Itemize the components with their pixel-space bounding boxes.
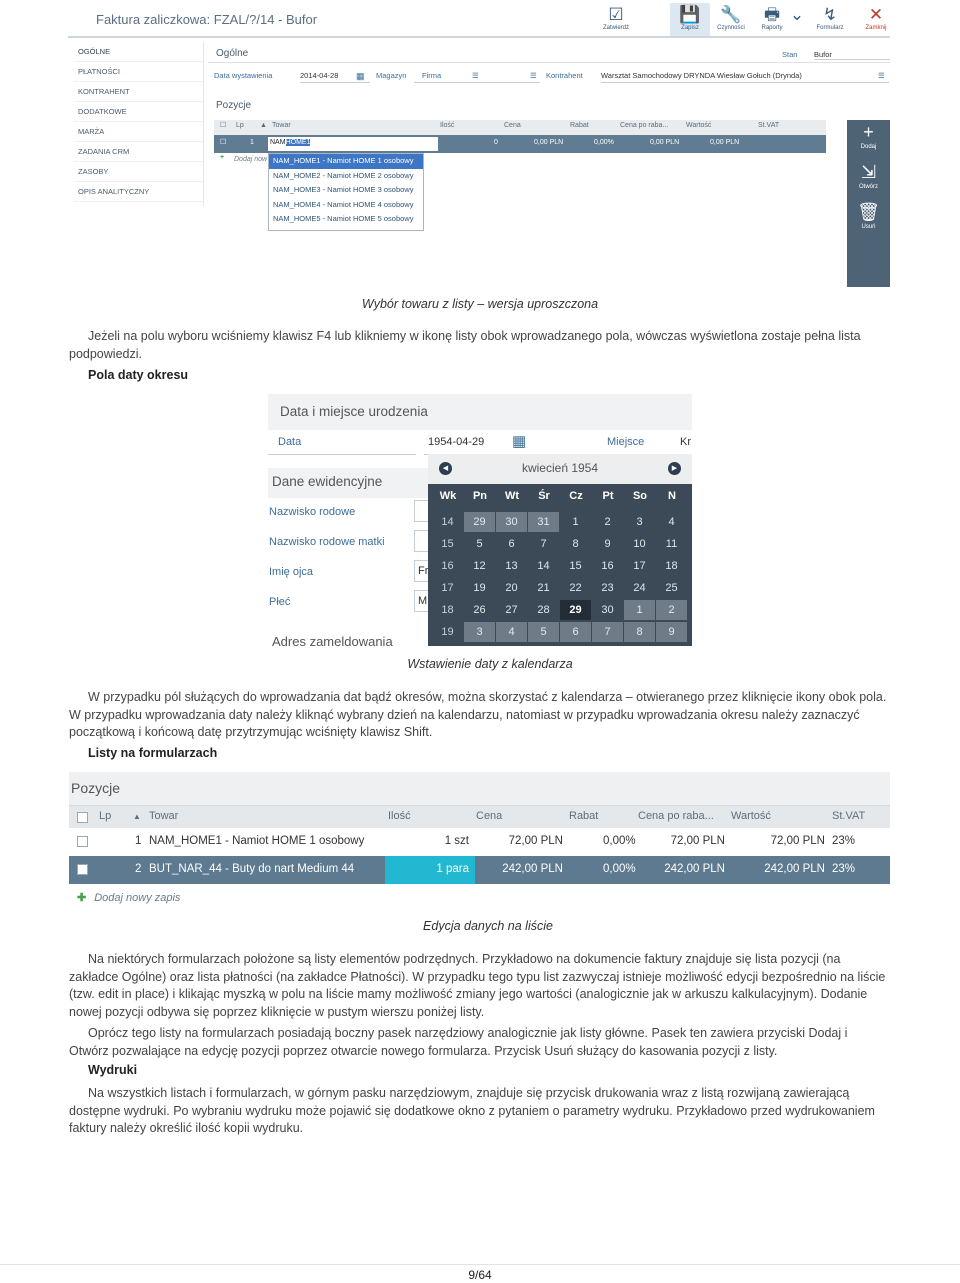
section-heading: Listy na formularzach	[88, 746, 218, 760]
column-header[interactable]: Cena	[504, 122, 521, 129]
cell-price[interactable]: 72,00 PLN	[508, 835, 563, 847]
section-title-general: Ogólne	[216, 48, 249, 59]
printer-icon: 🖶	[763, 5, 781, 24]
select-all-checkbox[interactable]	[77, 812, 88, 823]
column-header[interactable]: Towar	[272, 122, 291, 129]
calendar-day[interactable]: 31	[528, 512, 559, 532]
cell-vat[interactable]: 23%	[832, 863, 856, 875]
week-number: 14	[441, 516, 454, 528]
calendar-day[interactable]: 19	[473, 582, 486, 594]
wrench-icon: 🔧	[720, 5, 742, 24]
calendar-icon[interactable]: ▦	[512, 433, 527, 450]
product-input[interactable]: NAMHOME1	[268, 137, 438, 151]
cell-discount[interactable]: 0,00%	[603, 863, 636, 875]
delete-button[interactable]: 🗑 Usuń	[847, 200, 890, 240]
chevron-down-icon: ⌄	[789, 5, 805, 24]
add-row[interactable]: + Dodaj now	[220, 154, 268, 163]
section-title: Data i miejsce urodzenia	[280, 404, 428, 419]
calendar-day[interactable]: 6	[508, 538, 515, 550]
calendar-day[interactable]: 4	[496, 622, 527, 642]
grid-header	[214, 120, 826, 135]
cell-quantity[interactable]: 1 para	[436, 863, 469, 875]
company-field[interactable]	[448, 69, 540, 83]
warehouse-label: Magazyn	[376, 71, 407, 80]
contractor-label: Kontrahent	[546, 71, 583, 80]
list-item[interactable]: NAM_HOME2 - Namiot HOME 2 osobowy	[273, 170, 414, 180]
window-title: Faktura zaliczkowa: FZAL/?/14 - Bufor	[96, 12, 318, 27]
calendar-day[interactable]: 3	[464, 622, 495, 642]
field-underline	[268, 454, 416, 455]
field-label: Nazwisko rodowe	[269, 506, 356, 518]
calendar-day[interactable]: 15	[569, 560, 582, 572]
list-icon[interactable]: ☰	[530, 71, 537, 80]
calendar-day[interactable]: 24	[633, 582, 646, 594]
row-checkbox[interactable]	[77, 836, 88, 847]
reports-button[interactable]: 🖶 Raporty	[752, 3, 792, 37]
close-icon: ✕	[868, 5, 884, 24]
row-checkbox[interactable]	[77, 864, 88, 875]
cell-price-after[interactable]: 72,00 PLN	[670, 835, 725, 847]
calendar-day[interactable]: 18	[665, 560, 678, 572]
calendar-day[interactable]: 11	[665, 538, 678, 550]
autocomplete-dropdown	[268, 153, 424, 231]
calendar-day[interactable]: 14	[537, 560, 550, 572]
field-label: Płeć	[269, 596, 291, 608]
week-number: 15	[441, 538, 454, 550]
company-label: Firma	[422, 71, 442, 80]
week-number: 18	[441, 604, 454, 616]
caption: Wybór towaru z listy – wersja uproszczona	[361, 297, 599, 311]
paragraph: Jeżeli na polu wyboru wciśniemy klawisz F4 lub klikniemy w ikonę listy obok wprowadzanego pola, wówczas wyświetlona zostaje pełna lista podpowiedzi.	[69, 329, 861, 361]
week-number: 16	[441, 560, 454, 572]
calendar-day[interactable]: 9	[604, 538, 611, 550]
column-header[interactable]: Wartość	[731, 810, 771, 822]
plus-icon: +	[863, 122, 874, 142]
list-icon[interactable]: ☰	[472, 71, 479, 80]
cell-price[interactable]: 242,00 PLN	[502, 863, 563, 875]
calendar-day[interactable]: 9	[656, 622, 687, 642]
calendar-day[interactable]: 26	[473, 604, 486, 616]
weekday-header: Śr	[538, 490, 550, 502]
date-field[interactable]: 1954-04-29	[428, 436, 485, 448]
list-item[interactable]: NAM_HOME3 - Namiot HOME 3 osobowy	[273, 185, 414, 195]
field-label: Imię ojca	[269, 566, 314, 578]
calendar-day[interactable]: 23	[601, 582, 614, 594]
section-title-positions: Pozycje	[216, 100, 252, 111]
list-item[interactable]: NAM_HOME1 - Namiot HOME 1 osobowy	[269, 154, 423, 169]
section-header-bg	[69, 772, 890, 805]
calendar-popup	[428, 454, 692, 646]
section-heading: Pola daty okresu	[88, 368, 189, 382]
form-icon: ↯	[822, 5, 838, 24]
place-field[interactable]: Kr	[680, 436, 691, 448]
caption: Wstawienie daty z kalendarza	[407, 657, 573, 671]
screenshot-positions-list	[69, 772, 890, 909]
list-item[interactable]: NAM_HOME5 - Namiot HOME 5 osobowy	[273, 214, 414, 224]
nav-item-kontrahent[interactable]: KONTRAHENT	[74, 82, 203, 102]
table-row[interactable]: ☐ 1 NAMHOME1 0 0,00 PLN 0,00% 0,00 PLN 0,00 PLN	[214, 135, 826, 153]
prev-month-icon[interactable]: ◀	[439, 462, 452, 475]
nav-item-opis-analityczny[interactable]: OPIS ANALITYCZNY	[74, 182, 203, 202]
date-label: Data	[278, 436, 302, 448]
calendar-day[interactable]: 20	[505, 582, 518, 594]
page-number: 9/64	[468, 1268, 492, 1282]
nav-item-zasoby[interactable]: ZASOBY	[74, 162, 203, 182]
cell-lp: 1	[135, 835, 142, 847]
text-field[interactable]	[414, 530, 428, 552]
calendar-month: kwiecień 1954	[521, 461, 599, 475]
week-number: 19	[441, 626, 454, 638]
column-header[interactable]: Cena po raba...	[620, 122, 669, 129]
cell-vat[interactable]: 23%	[832, 835, 856, 847]
calendar-day[interactable]: 27	[505, 604, 518, 616]
column-header[interactable]: Ilość	[388, 810, 411, 822]
contractor-field[interactable]: Warsztat Samochodowy DRYNDA Wiesław Gołuch (Drynda)	[601, 69, 889, 83]
cell-price-after[interactable]: 242,00 PLN	[664, 863, 725, 875]
calendar-day[interactable]: 2	[656, 600, 687, 620]
caption: Edycja danych na liście	[423, 919, 553, 933]
paragraph: Na wszystkich listach i formularzach, w górnym pasku narzędziowym, znajduje się przycisk drukowania wraz z listą rozwijaną zawierającą dostępne wydruki. Po wybraniu wydruku może pojawić się dodatkowe okno z pytaniem o parametry wydruku. Przykładowo przed wydrukowaniem faktury należy określić ilość kopii wydruku.	[69, 1086, 875, 1135]
column-header[interactable]: Ilość	[440, 122, 455, 129]
checkbox-icon[interactable]: ☐	[220, 122, 227, 129]
calendar-day[interactable]: 1	[624, 600, 655, 620]
weekday-header: Pn	[472, 490, 488, 502]
status-label: Stan	[782, 50, 798, 59]
next-month-icon[interactable]: ▶	[668, 462, 681, 475]
calendar-day[interactable]: 16	[601, 560, 614, 572]
paragraph: Na niektórych formularzach położone są listy elementów podrzędnych. Przykładowo na dokumencie faktury znajduje się lista pozycji (na zakładce Ogólne) oraz lista płatności (na zakładce Płatności). W przypadku tego typu list zazwyczaj istnieje możliwość edycji bezpośrednio na liście (tzw. edit in place) i klikając myszką w polu na liście mamy możliwość zmiany jego wartości (analogicznie jak w arkuszu kalkulacyjnym). Dodanie nowej pozycji odbywa się poprzez kliknięcie w pustym wierszu poniżej listy.	[69, 952, 886, 1019]
calendar-day[interactable]: 13	[505, 560, 518, 572]
column-header[interactable]: Cena po raba...	[638, 810, 714, 822]
weekday-header: So	[632, 490, 648, 502]
save-button[interactable]: 💾 Zapisz	[670, 3, 710, 37]
calendar-day[interactable]: 2	[604, 516, 611, 528]
section-title: Adres zameldowania	[272, 634, 393, 646]
calendar-day[interactable]: 10	[633, 538, 646, 550]
footer-divider	[0, 1264, 960, 1265]
calendar-day[interactable]: 28	[537, 604, 550, 616]
calendar-day[interactable]: 8	[624, 622, 655, 642]
weekday-header: Pt	[602, 490, 614, 502]
nav-item-marza[interactable]: MARŻA	[74, 122, 203, 142]
calendar-day[interactable]: 12	[473, 560, 486, 572]
close-button[interactable]: ✕ Zamknij	[856, 3, 890, 37]
issue-date-label: Data wystawienia	[214, 71, 273, 80]
section-nav	[74, 42, 204, 206]
plus-icon: ✚	[77, 892, 87, 904]
open-button[interactable]: ⇲ Otwórz	[847, 160, 890, 200]
checkbox-icon[interactable]: ☐	[220, 139, 227, 146]
nav-item-zadania-crm[interactable]: ZADANIA CRM	[74, 142, 203, 162]
cell-lp: 2	[135, 863, 142, 875]
calendar-day[interactable]: 21	[537, 582, 550, 594]
weekday-header: Cz	[569, 490, 583, 502]
column-header[interactable]: Wartość	[686, 122, 712, 129]
screenshot-invoice-form	[68, 0, 890, 287]
approve-button[interactable]: ☑ Zatwierdź	[596, 3, 636, 37]
calendar-day[interactable]: 3	[636, 516, 643, 528]
save-icon: 💾	[679, 5, 701, 24]
text-field[interactable]: Fr	[414, 560, 428, 582]
cell-product[interactable]: BUT_NAR_44 - Buty do nart Medium 44	[149, 863, 355, 875]
calendar-icon[interactable]: ▦	[356, 71, 365, 81]
add-new-record[interactable]: ✚ Dodaj nowy zapis	[77, 892, 181, 904]
sort-icon: ▲	[133, 812, 141, 821]
section-title: Pozycje	[71, 780, 121, 796]
issue-date-field[interactable]: 2014-04-28	[300, 69, 370, 83]
calendar-day[interactable]: 5	[528, 622, 559, 642]
calendar-day[interactable]: 4	[668, 516, 675, 528]
weekday-header: Wk	[439, 490, 457, 502]
toolbar-divider	[68, 36, 890, 38]
sort-icon: ▲	[260, 122, 267, 129]
cell-value[interactable]: 242,00 PLN	[764, 863, 825, 875]
reports-dropdown-button[interactable]	[789, 3, 805, 37]
cell-quantity[interactable]: 1 szt	[444, 835, 469, 847]
calendar-day[interactable]: 6	[560, 622, 591, 642]
cell-discount[interactable]: 0,00%	[603, 835, 636, 847]
calendar-day[interactable]: 30	[496, 512, 527, 532]
weekday-header: Wt	[504, 490, 520, 502]
field-label: Nazwisko rodowe matki	[269, 536, 385, 548]
side-toolbar	[847, 120, 890, 287]
section-divider	[208, 62, 890, 63]
column-header[interactable]: Towar	[149, 810, 179, 822]
nav-item-dodatkowe[interactable]: DODATKOWE	[74, 102, 203, 122]
nav-item-ogolne[interactable]: OGÓLNE	[74, 42, 203, 62]
calendar-day[interactable]: 25	[665, 582, 678, 594]
calendar-day[interactable]: 1	[572, 516, 579, 528]
cell-product[interactable]: NAM_HOME1 - Namiot HOME 1 osobowy	[149, 835, 365, 847]
calendar-day[interactable]: 17	[633, 560, 646, 572]
actions-button[interactable]: 🔧 Czynności	[711, 3, 751, 37]
column-header[interactable]: St.VAT	[832, 810, 866, 822]
calendar-day[interactable]: 5	[476, 538, 483, 550]
cell-value[interactable]: 72,00 PLN	[770, 835, 825, 847]
approve-icon: ☑	[608, 5, 624, 24]
add-button[interactable]: + Dodaj	[847, 120, 890, 160]
screenshot-date-picker	[268, 394, 692, 646]
calendar-day[interactable]: 22	[569, 582, 582, 594]
list-item[interactable]: NAM_HOME4 - Namiot HOME 4 osobowy	[273, 199, 414, 209]
calendar-day[interactable]: 30	[601, 604, 614, 616]
column-header[interactable]: Rabat	[569, 810, 599, 822]
list-icon[interactable]: ☰	[878, 71, 885, 80]
form-button[interactable]: ↯ Formularz	[810, 3, 850, 37]
paragraph: Oprócz tego listy na formularzach posiadają boczny pasek narzędziowy analogicznie jak listy główne. Pasek ten zawiera przyciski Dodaj i Otwórz pozwalające na edycję pozycji poprzez otwarcie nowego formularza. Przycisk Usuń służący do kasowania pozycji z listy.	[69, 1026, 848, 1058]
calendar-day[interactable]: 8	[572, 538, 579, 550]
text-field[interactable]	[414, 500, 428, 522]
column-header[interactable]: Lp	[236, 122, 244, 129]
calendar-day[interactable]: 29	[464, 512, 495, 532]
column-header[interactable]: Rabat	[570, 122, 589, 129]
weekday-header: N	[668, 490, 676, 502]
nav-item-platnosci[interactable]: PŁATNOŚCI	[74, 62, 203, 82]
plus-icon: +	[220, 154, 225, 161]
column-header[interactable]: Lp	[99, 810, 112, 822]
status-value: Bufor	[814, 50, 890, 60]
column-header[interactable]: St.VAT	[758, 122, 780, 129]
section-title: Dane ewidencyjne	[272, 474, 383, 489]
place-label: Miejsce	[607, 436, 645, 448]
trash-icon: 🗑	[857, 202, 880, 222]
calendar-day[interactable]: 7	[540, 538, 547, 550]
open-icon: ⇲	[860, 162, 877, 182]
calendar-day[interactable]: 7	[592, 622, 623, 642]
calendar-day[interactable]: 29	[560, 600, 591, 620]
section-heading: Wydruki	[88, 1063, 138, 1077]
column-header[interactable]: Cena	[476, 810, 503, 822]
week-number: 17	[441, 582, 454, 594]
paragraph: W przypadku pól służących do wprowadzania dat bądź okresów, można skorzystać z kalendarza – otwieranego przez kliknięcie ikony obok pola. W przypadku wprowadzania daty należy kliknąć wybrany dzień na kalendarzu, natomiast w przypadku wprowadzania okresu należy zaznaczyć początkową i końcową datę przytrzymując wciśnięty klawisz Shift.	[69, 690, 887, 739]
text-field[interactable]: M	[414, 590, 428, 612]
